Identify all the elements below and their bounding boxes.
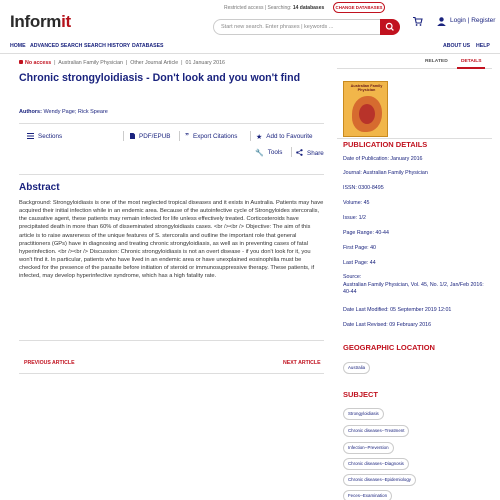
subject-tag[interactable]: Strongyloidiasis [343, 408, 384, 420]
source-label: Source: [343, 274, 362, 280]
subject-heading: SUBJECT [343, 390, 379, 399]
previous-article-link[interactable]: PREVIOUS ARTICLE [24, 360, 75, 366]
nav-about-us[interactable]: ABOUT US [443, 43, 471, 49]
geographic-location-heading: GEOGRAPHIC LOCATION [343, 343, 435, 352]
divider [19, 373, 324, 374]
toolbar-divider [179, 131, 180, 141]
journal-detail: Journal: Australian Family Physician [343, 170, 428, 176]
subject-tag[interactable]: Infection--Prevention [343, 442, 394, 454]
volume: Volume: 45 [343, 200, 370, 206]
list-icon [27, 133, 34, 139]
abstract-text: Background: Strongyloidiasis is one of the most neglected tropical diseases and it exists in Australia. Patients may have acquired their initial infection while in an endemic area. Because of the autoinfective cycle of Strongyloides stercoralis, the causative agent, these patients may remain infected for life unless effectively treated. Corticosteroids have precipitated death in more than 60% of disseminated strongyloidiasis cases. <br /><br /> Objective: The aim of this article is to raise awareness of the unique features of S. stercoralis and outline the important role that general practitioners (GPs) have in diagnosing and treating chronic strongyloidiasis, as well as in preventing cases of fatal hyperinfection. <br /><br /> Discussion: Chronic strongyloidiasis is not an overt disease - if you don't look for it, you won't find it. In particular, patients who have lived in an endemic area or have unexplained eosinophilia must be checked for the presence of the parasite before initiation of steroid or immunosuppressive therapy. These patients, if infected, may develop hyperinfective syndrome, which has a high fatality rate. [19, 200, 324, 280]
pdf-epub-button[interactable]: PDF/EPUB [130, 133, 171, 140]
search-input[interactable]: Start new search. Enter phrases | keywords ... [213, 19, 381, 35]
source-value: Australian Family Physician, Vol. 45, No. 1/2, Jan/Feb 2016: 40-44 [343, 281, 484, 296]
login-register-link[interactable]: Login | Register [450, 17, 496, 24]
divider [19, 174, 324, 175]
user-icon [436, 16, 447, 27]
geo-location-tag[interactable]: Australia [343, 362, 370, 374]
subject-tag[interactable]: Chronic diseases--Diagnosis [343, 458, 409, 470]
wrench-icon: 🔧 [255, 150, 264, 157]
nav-help[interactable]: HELP [476, 43, 490, 49]
issn: ISSN: 0300-8495 [343, 185, 384, 191]
tools-button[interactable]: 🔧 Tools [255, 149, 283, 157]
export-citations-button[interactable]: ” Export Citations [185, 132, 238, 141]
search-button[interactable] [380, 19, 400, 35]
journal-name: Australian Family Physician [58, 60, 123, 66]
lock-icon [19, 60, 23, 64]
journal-cover-image [343, 81, 388, 137]
authors [19, 109, 108, 115]
publication-date: Date of Publication: January 2016 [343, 156, 423, 162]
next-article-link[interactable]: NEXT ARTICLE [283, 360, 321, 366]
top-header [0, 0, 500, 40]
search-icon [380, 19, 400, 35]
no-access-badge: No access [19, 60, 51, 66]
date-last-revised: Date Last Revised: 09 February 2016 [343, 322, 432, 328]
nav-databases[interactable]: DATABASES [132, 43, 164, 49]
quote-icon: ” [185, 132, 189, 141]
subject-tag[interactable]: Feces--Examination [343, 490, 392, 500]
issue: Issue: 1/2 [343, 215, 366, 221]
date-last-modified: Date Last Modified: 05 September 2019 12:01 [343, 307, 452, 313]
tab-details[interactable]: DETAILS [461, 59, 482, 64]
change-databases-button[interactable]: CHANGE DATABASES [333, 2, 385, 13]
share-icon [296, 149, 303, 156]
add-to-favourite-button[interactable]: ★ Add to Favourite [256, 133, 313, 141]
databases-count: 14 databases [292, 5, 325, 11]
share-button[interactable]: Share [296, 149, 324, 157]
divider [19, 340, 324, 341]
nav-search-history[interactable]: SEARCH HISTORY [84, 43, 131, 49]
article-date: 01 January 2016 [185, 60, 225, 66]
subject-tag[interactable]: Chronic diseases--Epidemiology [343, 474, 416, 486]
nav-home[interactable]: HOME [10, 43, 26, 49]
publication-details-heading: PUBLICATION DETAILS [343, 140, 428, 149]
page-range: Page Range: 40-44 [343, 230, 389, 236]
toolbar-divider [123, 131, 124, 141]
authors-names[interactable]: Wendy Page; Rick Speare [43, 109, 108, 115]
cover-title: Australian Family Physician [350, 84, 383, 92]
article-title: Chronic strongyloidiasis - Don't look and you won't find [19, 72, 301, 84]
abstract-heading: Abstract [19, 182, 60, 193]
main-navigation [0, 40, 500, 54]
nav-advanced-search[interactable]: ADVANCED SEARCH [30, 43, 83, 49]
tab-related[interactable]: RELATED [425, 59, 448, 64]
star-icon: ★ [256, 134, 263, 141]
divider [337, 138, 492, 139]
active-tab-indicator [457, 67, 485, 69]
last-page: Last Page: 44 [343, 260, 376, 266]
restricted-access-text: Restricted access | Searching: 14 databases [224, 5, 325, 11]
first-page: First Page: 40 [343, 245, 376, 251]
toolbar-divider [291, 147, 292, 157]
toolbar-divider [250, 131, 251, 141]
authors-label: Authors: [19, 109, 42, 115]
sections-button[interactable]: Sections [27, 133, 62, 140]
document-icon [130, 133, 135, 139]
shopping-cart-icon[interactable] [412, 16, 423, 27]
divider [19, 123, 324, 124]
informit-logo[interactable]: Informit [10, 12, 71, 31]
article-type: Other Journal Article [130, 60, 179, 66]
subject-tag[interactable]: Chronic diseases--Treatment [343, 425, 409, 437]
article-meta: No access | Australian Family Physician | Other Journal Article | 01 January 2016 [19, 60, 225, 66]
source [343, 274, 491, 297]
